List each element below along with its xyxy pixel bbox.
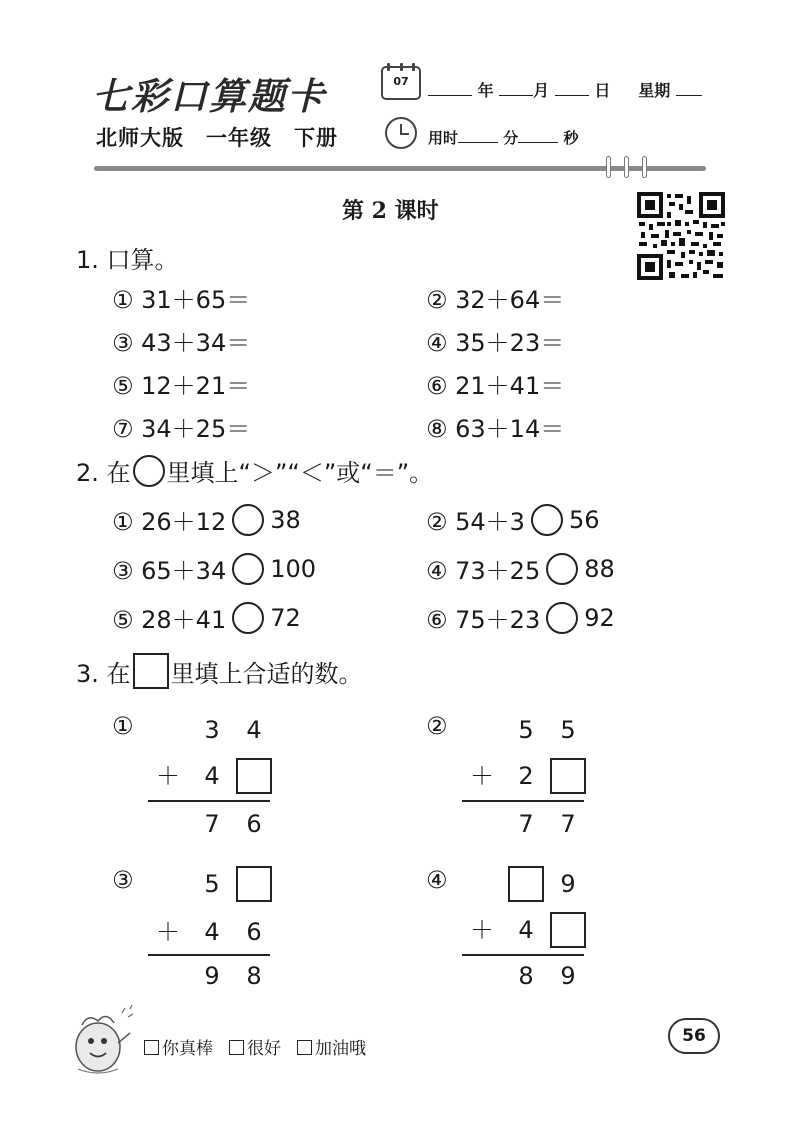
square-placeholder-icon xyxy=(133,653,169,689)
time-used-label: 用时 xyxy=(428,129,459,147)
answer-box[interactable] xyxy=(550,758,586,794)
minutes-blank[interactable] xyxy=(458,128,498,143)
digit: 8 xyxy=(246,962,262,990)
compare-right: 56 xyxy=(568,505,600,534)
answer-box[interactable] xyxy=(550,912,586,948)
calendar-icon xyxy=(381,66,421,100)
section3-title xyxy=(76,653,363,689)
digit: 5 xyxy=(518,716,534,744)
weekday-blank[interactable] xyxy=(676,81,702,96)
compare-right: 92 xyxy=(584,603,615,632)
oral-item-4: ④ 35＋23＝ xyxy=(426,329,565,357)
qr-code-icon[interactable] xyxy=(637,192,725,280)
compare-left: ⑥ 75＋23 xyxy=(426,606,541,634)
sum-line xyxy=(148,954,270,956)
digit: 9 xyxy=(560,962,576,990)
calendar-icon-number: 07 xyxy=(393,75,409,88)
circle-placeholder-icon xyxy=(133,455,165,487)
digit: 3 xyxy=(204,716,220,744)
digit: 7 xyxy=(560,810,576,838)
compare-left: ② 54＋3 xyxy=(426,508,525,536)
lesson-title: 第 2 课时 xyxy=(342,198,439,224)
weekday-label: 星期 xyxy=(638,81,671,100)
problem-label: ④ xyxy=(426,866,448,894)
month-blank[interactable] xyxy=(499,81,533,96)
digit: 8 xyxy=(518,962,534,990)
praise-option-keep-going[interactable] xyxy=(297,1034,366,1059)
time-fields xyxy=(428,127,579,148)
digit: 4 xyxy=(518,916,534,944)
compare-right: 88 xyxy=(584,554,615,583)
day-label: 日 xyxy=(594,81,611,100)
plus-sign: ＋ xyxy=(156,918,180,946)
problem-label: ② xyxy=(426,712,448,740)
oral-item-5: ⑤ 12＋21＝ xyxy=(112,372,251,400)
digit: 5 xyxy=(204,870,220,898)
oral-item-1: ① 31＋65＝ xyxy=(112,286,251,314)
compare-circle-blank[interactable] xyxy=(546,553,578,585)
checkbox[interactable] xyxy=(229,1040,244,1055)
problem-label: ③ xyxy=(112,866,134,894)
compare-item-6 xyxy=(426,600,615,635)
date-fields xyxy=(428,78,702,101)
praise-label: 加油哦 xyxy=(315,1039,366,1059)
compare-right: 100 xyxy=(270,554,317,583)
checkbox[interactable] xyxy=(297,1040,312,1055)
day-blank[interactable] xyxy=(555,81,589,96)
month-label: 月 xyxy=(533,81,550,100)
divider-ornament xyxy=(606,156,647,178)
digit: 5 xyxy=(560,716,576,744)
vertical-addition-2 xyxy=(426,712,576,862)
oral-item-7: ⑦ 34＋25＝ xyxy=(112,415,251,443)
section3-title-number: 3. 在 xyxy=(76,659,131,688)
digit: 6 xyxy=(246,810,262,838)
oral-item-8: ⑧ 63＋14＝ xyxy=(426,415,565,443)
praise-label: 很好 xyxy=(247,1039,281,1059)
digit: 4 xyxy=(246,716,262,744)
minutes-label: 分 xyxy=(503,129,519,147)
section2-title xyxy=(76,453,433,488)
year-label: 年 xyxy=(477,81,494,100)
compare-item-1 xyxy=(112,502,301,537)
vertical-addition-1 xyxy=(112,712,262,862)
section3-title-text: 里填上合适的数。 xyxy=(170,659,363,688)
sum-line xyxy=(148,800,270,802)
problem-label: ① xyxy=(112,712,134,740)
vertical-addition-3 xyxy=(112,866,262,1016)
oral-item-3: ③ 43＋34＝ xyxy=(112,329,251,357)
oral-item-6: ⑥ 21＋41＝ xyxy=(426,372,565,400)
section2-title-text: 里填上“＞”“＜”或“＝”。 xyxy=(166,459,434,487)
digit: 9 xyxy=(560,870,576,898)
digit: 7 xyxy=(518,810,534,838)
edition-label: 北师大版 一年级 下册 xyxy=(96,126,338,150)
checkbox[interactable] xyxy=(144,1040,159,1055)
compare-left: ⑤ 28＋41 xyxy=(112,606,227,634)
praise-option-great[interactable] xyxy=(144,1034,213,1059)
section1-title: 1. 口算。 xyxy=(76,246,179,274)
compare-circle-blank[interactable] xyxy=(232,553,264,585)
compare-item-3 xyxy=(112,551,316,586)
digit: 4 xyxy=(204,762,220,790)
compare-item-4 xyxy=(426,551,615,586)
clock-icon xyxy=(385,117,417,149)
plus-sign: ＋ xyxy=(470,916,494,944)
page-number: 56 xyxy=(668,1018,720,1054)
digit: 7 xyxy=(204,810,220,838)
plus-sign: ＋ xyxy=(156,762,180,790)
compare-item-2 xyxy=(426,502,600,537)
vertical-addition-4 xyxy=(426,866,576,1016)
plus-sign: ＋ xyxy=(470,762,494,790)
digit: 2 xyxy=(518,762,534,790)
compare-right: 72 xyxy=(270,603,301,632)
compare-circle-blank[interactable] xyxy=(232,504,264,536)
year-blank[interactable] xyxy=(428,81,472,96)
compare-circle-blank[interactable] xyxy=(546,602,578,634)
sum-line xyxy=(462,800,584,802)
sum-line xyxy=(462,954,584,956)
digit: 4 xyxy=(204,918,220,946)
compare-circle-blank[interactable] xyxy=(232,602,264,634)
compare-circle-blank[interactable] xyxy=(531,504,563,536)
self-evaluation xyxy=(144,1034,366,1059)
compare-left: ③ 65＋34 xyxy=(112,557,227,585)
compare-left: ① 26＋12 xyxy=(112,508,227,536)
answer-box[interactable] xyxy=(236,758,272,794)
mascot-icon xyxy=(68,1003,138,1075)
seconds-blank[interactable] xyxy=(518,128,558,143)
brand-title: 七彩口算题卡 xyxy=(92,74,326,118)
answer-box[interactable] xyxy=(236,866,272,902)
seconds-label: 秒 xyxy=(563,129,579,147)
compare-left: ④ 73＋25 xyxy=(426,557,541,585)
digit: 9 xyxy=(204,962,220,990)
digit: 6 xyxy=(246,918,262,946)
section2-title-number: 2. 在 xyxy=(76,459,131,487)
praise-option-good[interactable] xyxy=(229,1034,281,1059)
compare-right: 38 xyxy=(270,505,301,534)
compare-item-5 xyxy=(112,600,301,635)
praise-label: 你真棒 xyxy=(162,1039,213,1059)
oral-item-2: ② 32＋64＝ xyxy=(426,286,565,314)
answer-box[interactable] xyxy=(508,866,544,902)
